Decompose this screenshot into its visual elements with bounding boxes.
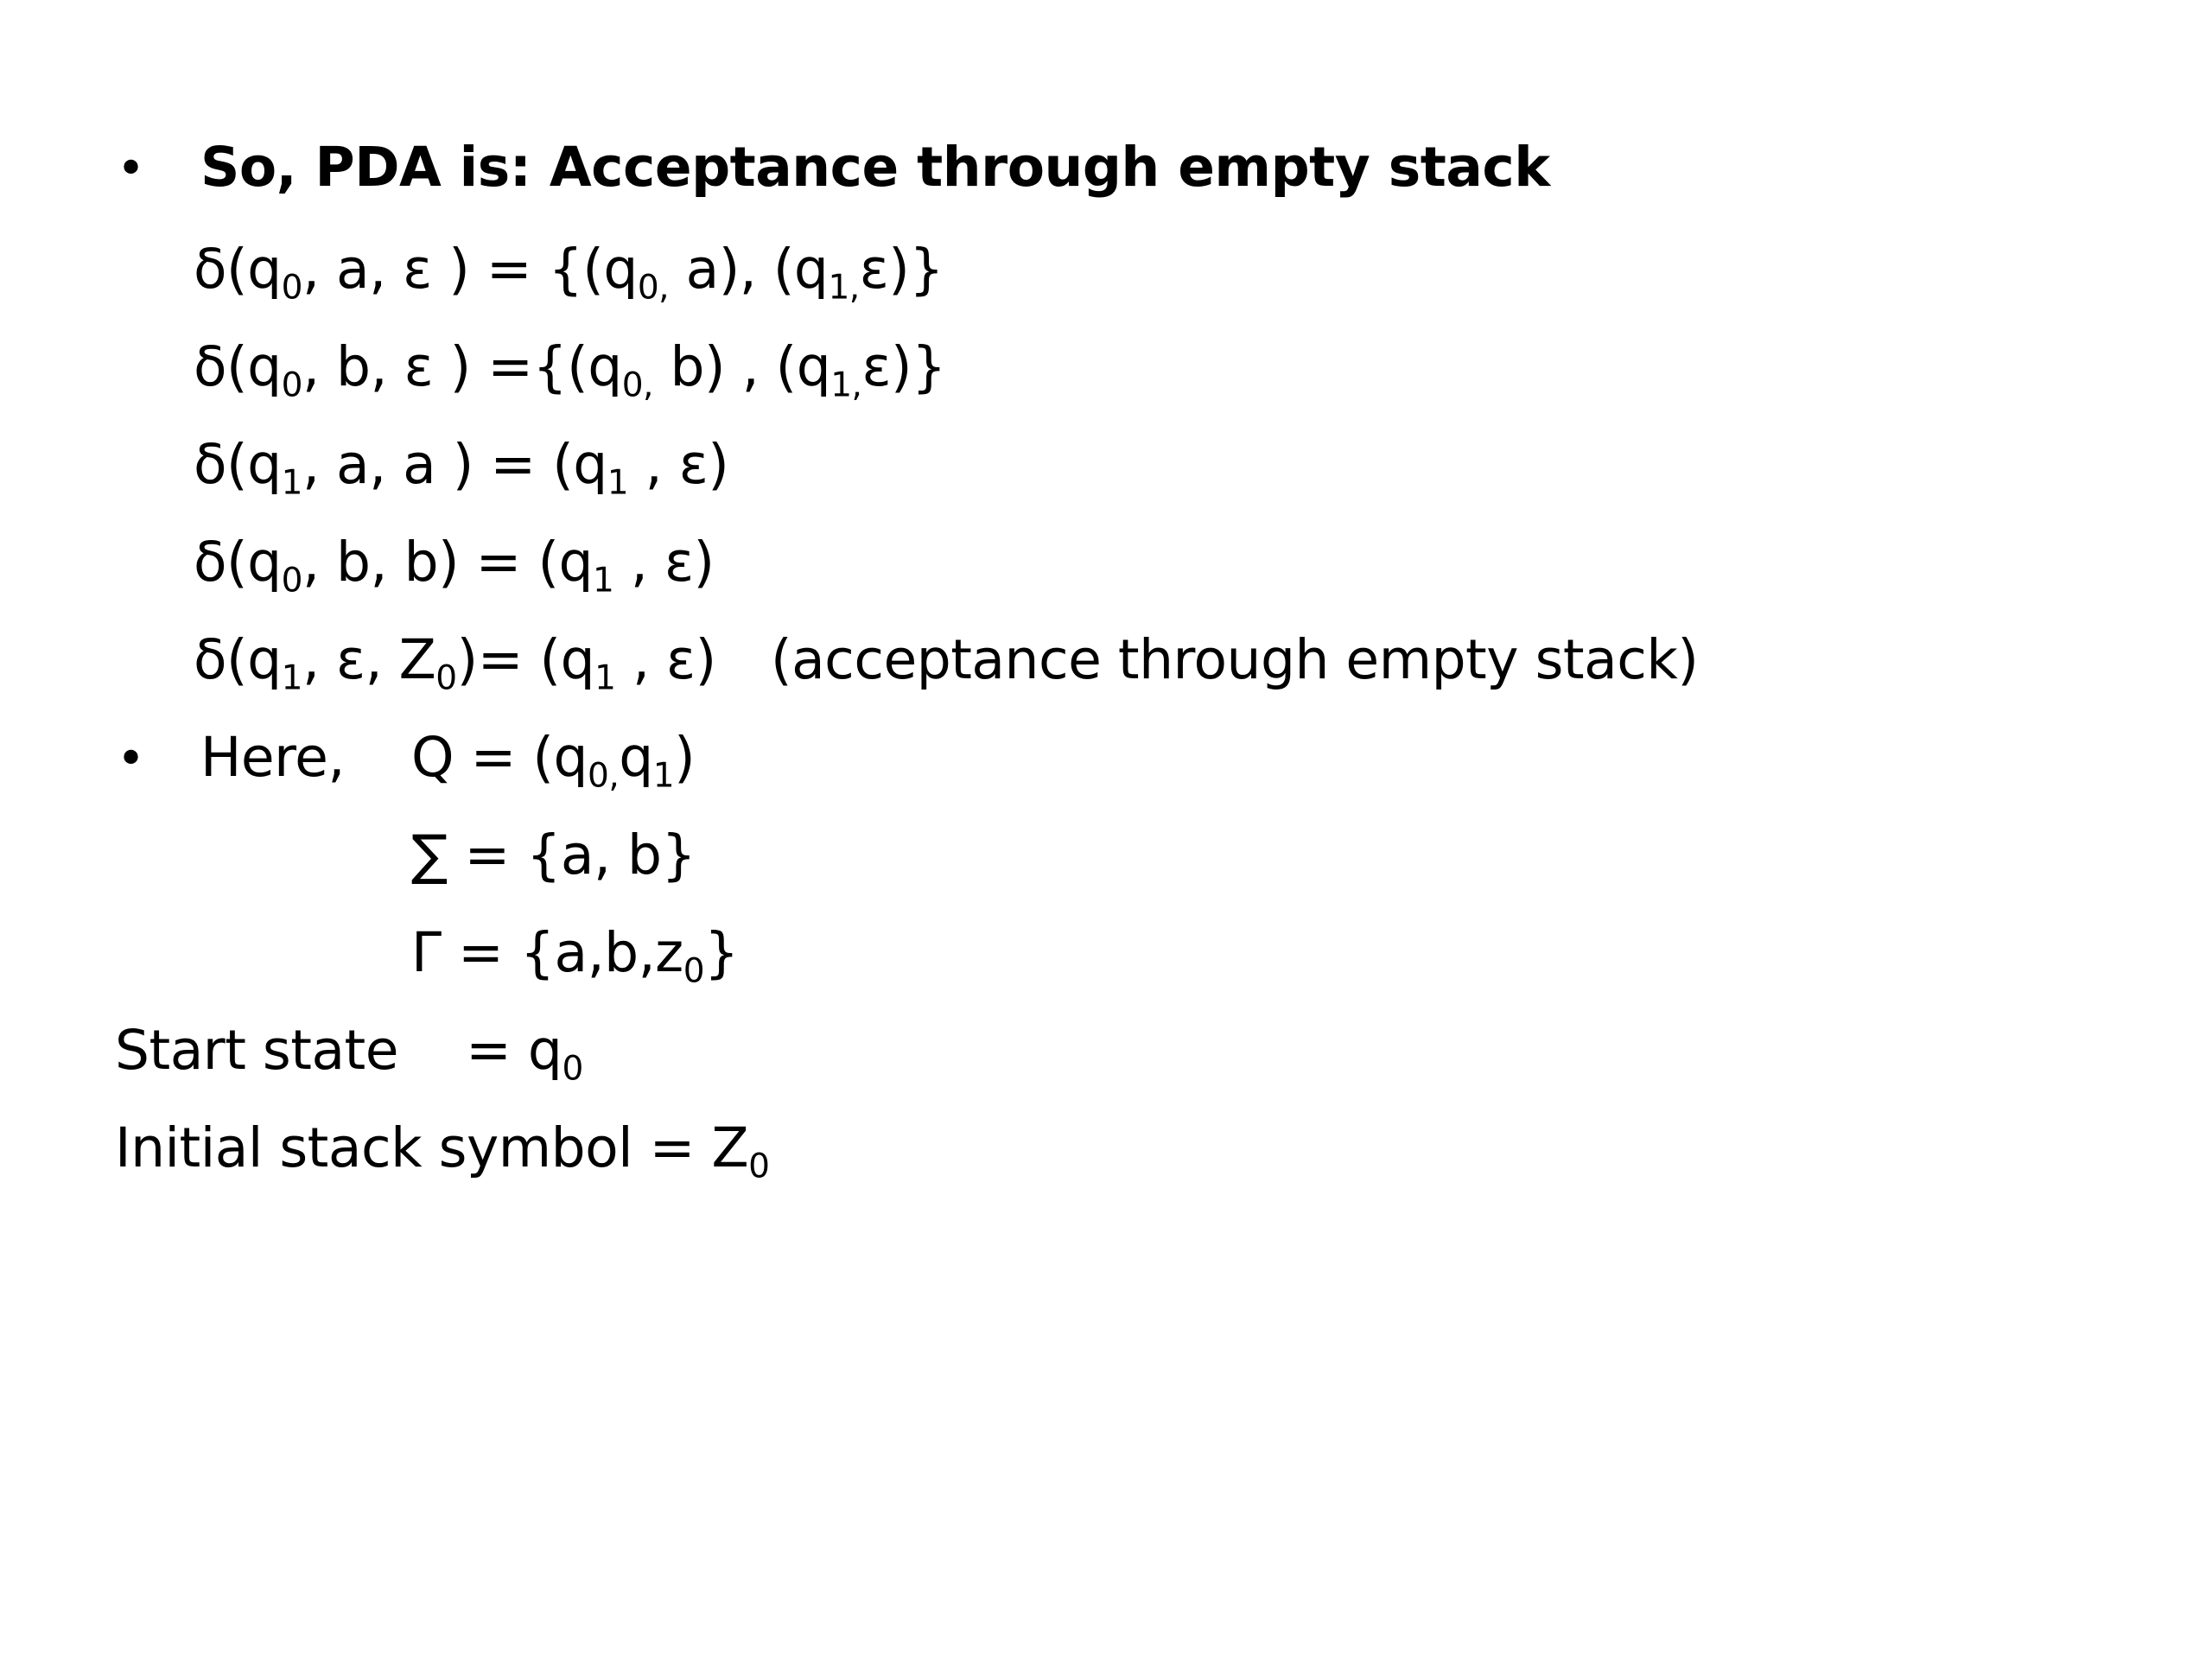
subscript: 1, (830, 365, 862, 405)
gamma-set-text: } (704, 921, 739, 984)
subscript: 0 (748, 1147, 770, 1186)
transition-1 (194, 238, 944, 308)
subscript: 0 (281, 365, 302, 405)
subscript: 1 (607, 463, 629, 503)
transition-1-text: δ(q (194, 238, 282, 301)
subscript: 0 (435, 658, 457, 698)
transition-5-text: , ε, Z (302, 628, 436, 691)
subscript: 1 (652, 756, 675, 796)
transition-4-text: , b, b) = (q (302, 531, 594, 594)
transition-5-text: )= (q (456, 628, 595, 691)
bullet-2: • (117, 731, 146, 787)
transition-2-text: b) , (q (652, 335, 831, 398)
transition-3-text: , ε) (628, 433, 729, 496)
subscript: 0 (281, 561, 302, 601)
subscript: 0 (281, 268, 302, 308)
transition-5-text: , ε) (615, 628, 716, 691)
start-state (115, 1019, 583, 1089)
transition-2 (194, 335, 946, 405)
acceptance-note: (acceptance through empty stack) (771, 628, 1699, 691)
subscript: 1, (828, 268, 860, 308)
transition-2-text: , b, ε ) ={(q (302, 335, 622, 398)
transition-3-text: , a, a ) = (q (302, 433, 607, 496)
transition-3-text: δ(q (194, 433, 282, 496)
initial-stack-symbol (115, 1116, 770, 1186)
transition-4 (194, 531, 715, 601)
transition-1-text: ε)} (859, 238, 944, 301)
initial-stack-text: Initial stack symbol = Z (115, 1116, 749, 1179)
transition-1-text: , a, ε ) = {(q (302, 238, 638, 301)
transition-4-text: , ε) (613, 531, 715, 594)
subscript: 0 (683, 951, 705, 991)
gamma-set-text: Γ = {a,b,z (411, 921, 683, 984)
subscript: 0, (621, 365, 653, 405)
subscript: 1 (281, 658, 302, 698)
q-set (411, 726, 696, 796)
heading-text: So, PDA is: Acceptance through empty stack (200, 136, 1550, 199)
heading (200, 136, 1550, 199)
sigma-set (411, 823, 696, 887)
q-set-text: q (619, 726, 653, 789)
transition-3 (194, 433, 729, 503)
transition-5 (194, 628, 716, 698)
bullet-1: • (117, 141, 146, 197)
gamma-set (411, 921, 739, 991)
subscript: 1 (281, 463, 302, 503)
subscript: 1 (593, 561, 614, 601)
transition-5-text: δ(q (194, 628, 282, 691)
here-label-text: Here, (200, 726, 345, 789)
transition-2-text: δ(q (194, 335, 282, 398)
here-label (200, 726, 345, 789)
transition-2-text: ε)} (861, 335, 946, 398)
sigma-set-text: ∑ = {a, b} (411, 823, 696, 887)
subscript: 1 (594, 658, 616, 698)
q-set-text: Q = (q (411, 726, 588, 789)
subscript: 0 (562, 1049, 583, 1089)
subscript: 0, (637, 268, 670, 308)
transition-1-text: a), (q (669, 238, 829, 301)
q-set-text: ) (674, 726, 696, 789)
transition-5-note (771, 628, 1699, 691)
start-state-text: Start state = q (115, 1019, 563, 1082)
subscript: 0, (588, 756, 620, 796)
transition-4-text: δ(q (194, 531, 282, 594)
